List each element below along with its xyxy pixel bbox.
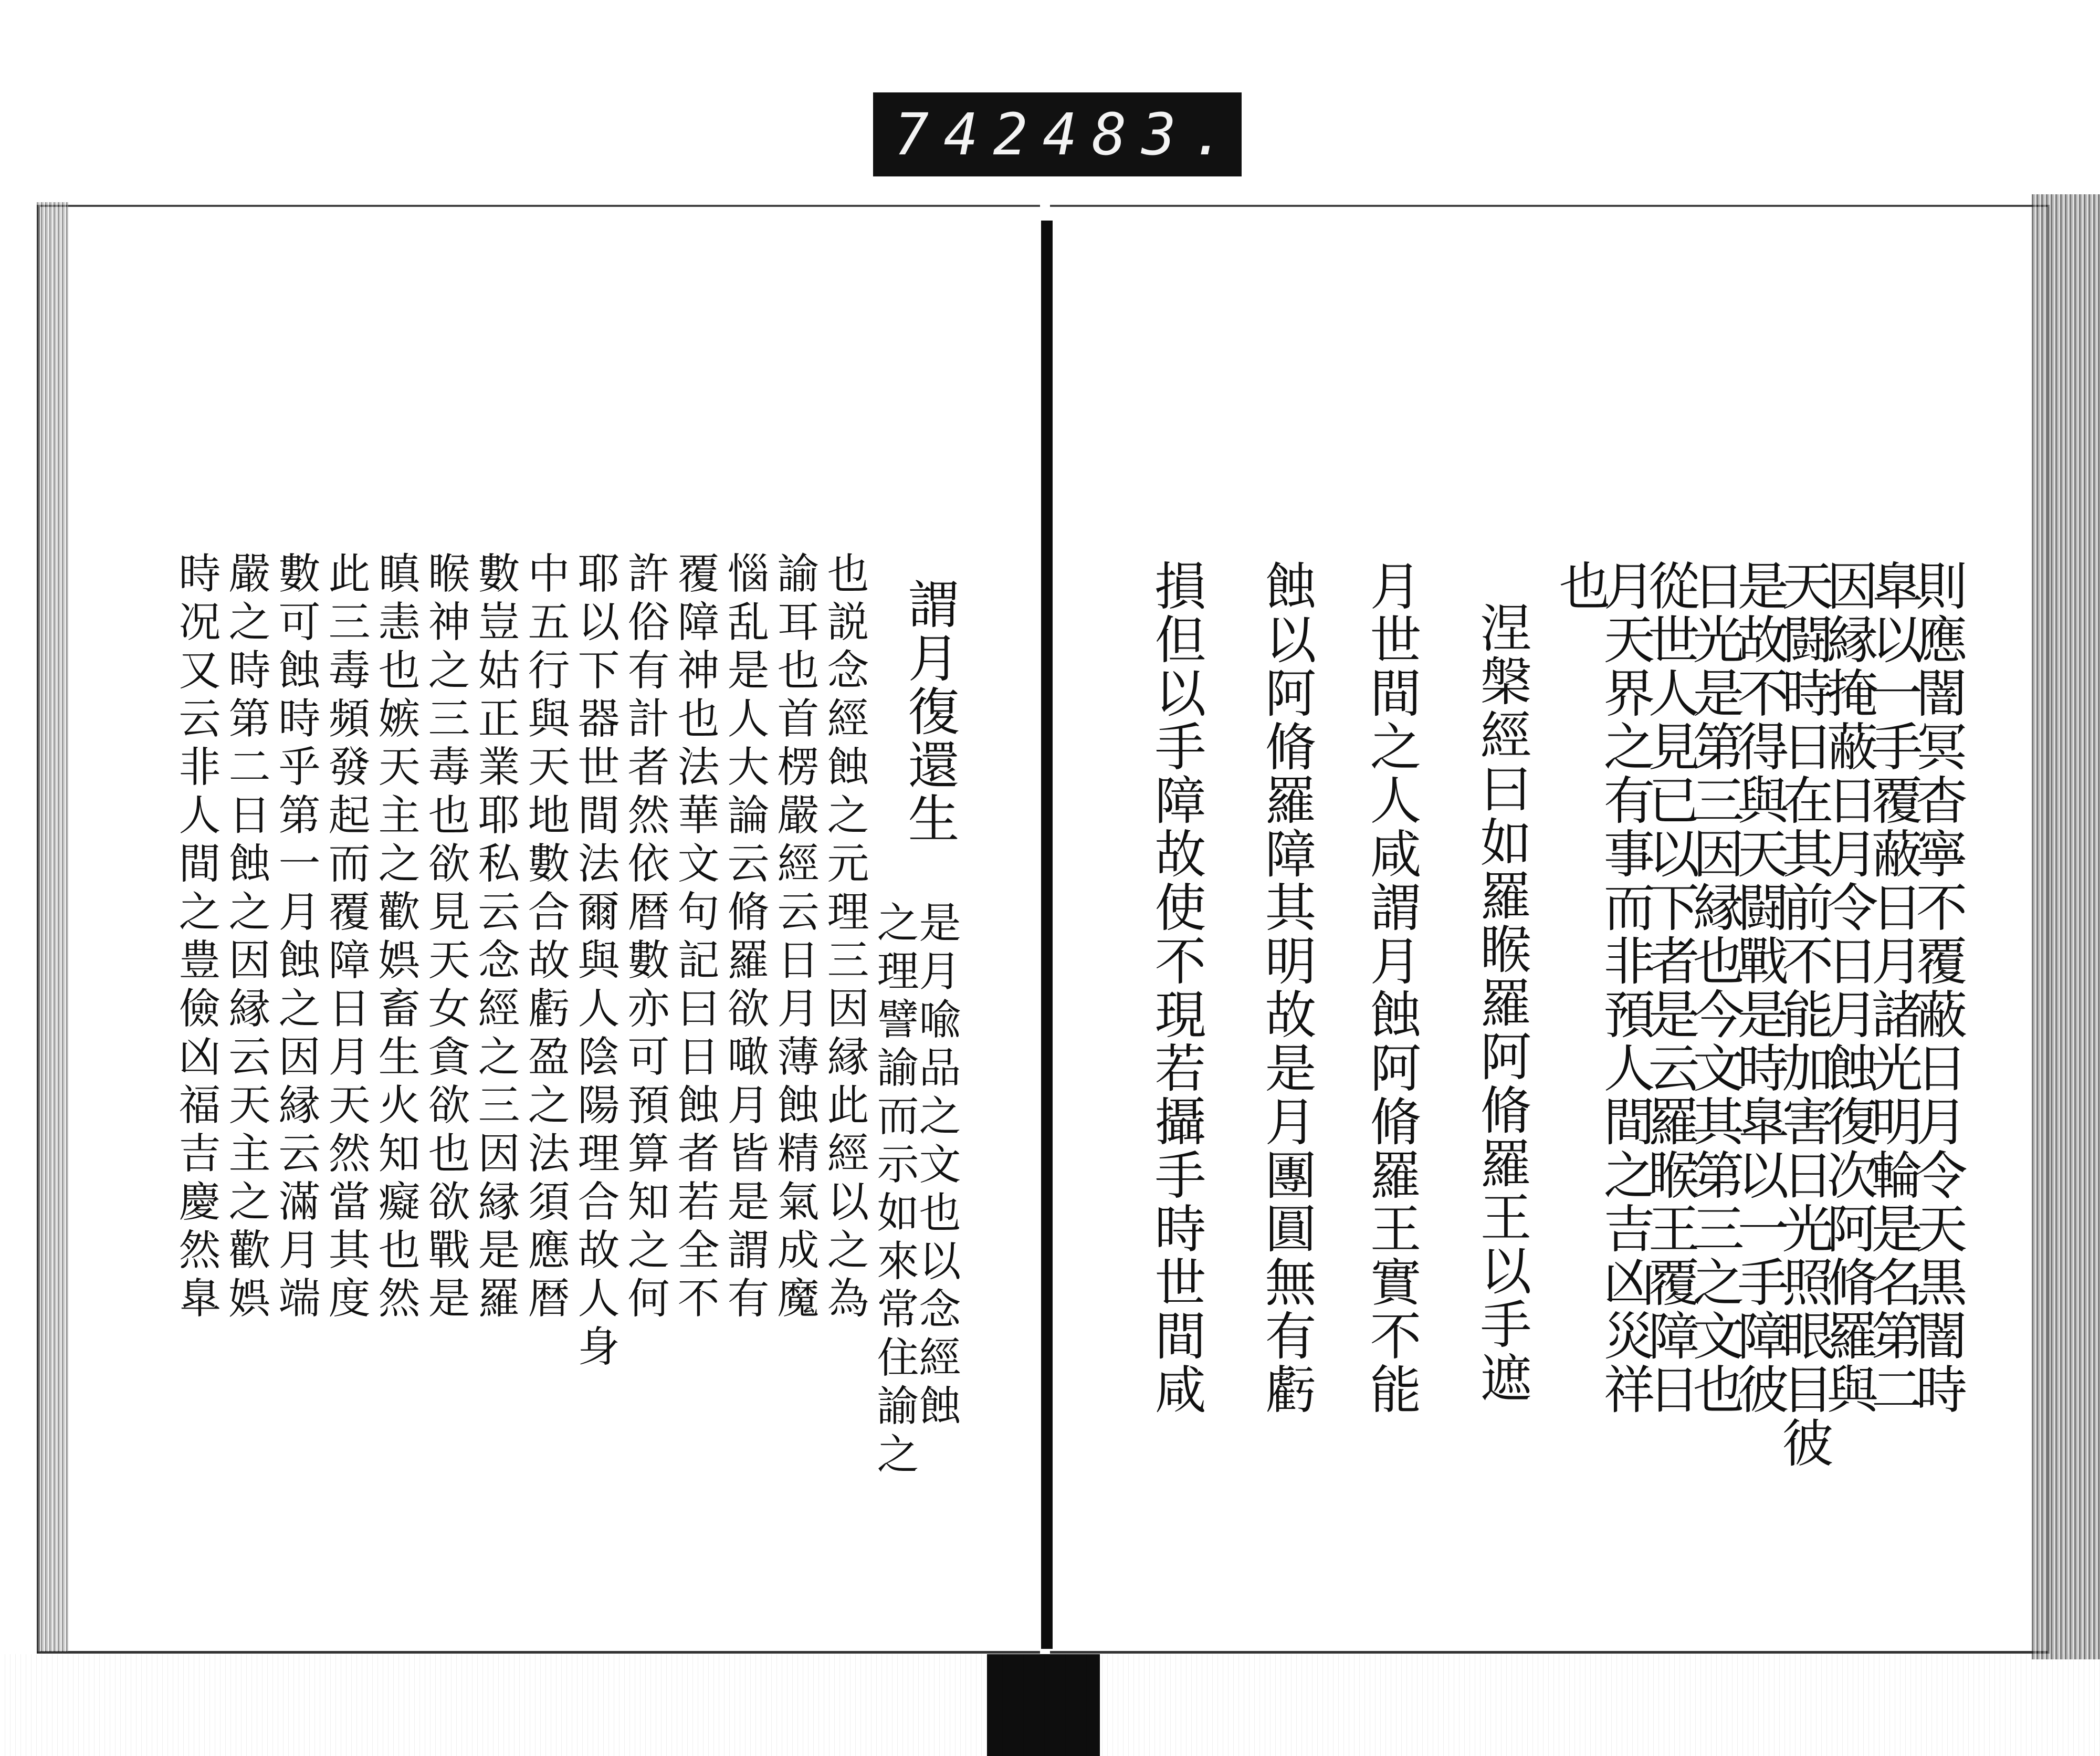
left-page-column: 時况又云非人間之豊儉凶福吉慶然臯 <box>172 551 220 1324</box>
right-page-column: 涅槃經曰如羅睺羅阿脩羅王以手遮 <box>1472 601 1531 1405</box>
catalog-number-right: 483. <box>1042 101 1241 168</box>
left-page-column: 數豈姑正業耶私云念經之三因縁是羅 <box>471 551 520 1324</box>
left-page-column: 嚴之時第二日蝕之因縁云天主之歡娯 <box>222 551 270 1324</box>
left-page-column: 也説念經蝕之元理三因縁此經以之為 <box>820 551 869 1324</box>
left-page-column: 諭耳也首楞嚴經云日月薄蝕精氣成魔 <box>770 551 819 1324</box>
left-page-column: 耶以下器世間法爾與人陰陽理合故人身 <box>571 551 620 1373</box>
right-page-column: 因縁掩蔽日月令日月蝕復次阿脩羅與 <box>1818 559 1878 1416</box>
left-page-column: 是月喩品之文也以念經蝕 <box>912 901 961 1432</box>
right-page-column: 月天界之有事而非預人間之吉凶災祥 <box>1595 559 1655 1416</box>
book-gutter <box>1041 221 1053 1649</box>
left-page-column: 覆障神也法華文句記曰日蝕者若全不 <box>670 551 719 1324</box>
right-page-column: 則應闇冥杳寧不覆蔽日月令天黒闇時 <box>1907 559 1967 1416</box>
left-page-column: 謂月復還生 <box>899 578 959 845</box>
catalog-number-left: 742 <box>894 101 1043 168</box>
left-page-column: 中五行與天地數合故虧盈之法須應暦 <box>521 551 570 1324</box>
right-page-column: 是故不得與天闘戰是時臯以一手障彼 <box>1729 559 1789 1416</box>
left-page-column: 睺神之三毒也欲見天女貪欲也欲戰是 <box>421 551 470 1324</box>
left-page-column: 惱乱是人大論云脩羅欲噉月皆是謂有 <box>720 551 769 1324</box>
right-page-column: 月世間之人咸謂月蝕阿脩羅王實不能 <box>1361 559 1421 1416</box>
left-page-edge <box>37 202 68 1652</box>
right-page-edge <box>2032 194 2100 1659</box>
right-page-column: 蝕以阿脩羅障其明故是月團圓無有虧 <box>1256 559 1316 1416</box>
scan-noise <box>0 1654 2100 1756</box>
right-page-column: 損但以手障故使不現若攝手時世間咸 <box>1146 559 1206 1416</box>
left-page-column: 數可蝕時乎第一月蝕之因縁云滿月端 <box>271 551 320 1324</box>
right-page-column: 天闘時日在其前不能加害日光照眼目彼 <box>1773 559 1833 1470</box>
catalog-label <box>873 92 1242 176</box>
left-page-column: 瞋恚也嫉天主之歡娯畜生火知癡也然 <box>371 551 420 1324</box>
left-page-column: 此三毒頻發起而覆障日月天然當其度 <box>321 551 370 1324</box>
right-page-column: 也 <box>1550 559 1610 613</box>
left-page-column: 之理譬諭而示如來常住諭之 <box>870 901 919 1480</box>
right-page-column: 從世人見已以下者是云羅睺王覆障日 <box>1640 559 1699 1416</box>
left-page-column: 許俗有計者然依暦數亦可預算知之何 <box>621 551 669 1324</box>
right-page-column: 臯以一手覆蔽日月諸光明輪是名第二 <box>1863 559 1923 1416</box>
right-page-column: 日光是第三因縁也今文其第三之文也 <box>1684 559 1744 1416</box>
